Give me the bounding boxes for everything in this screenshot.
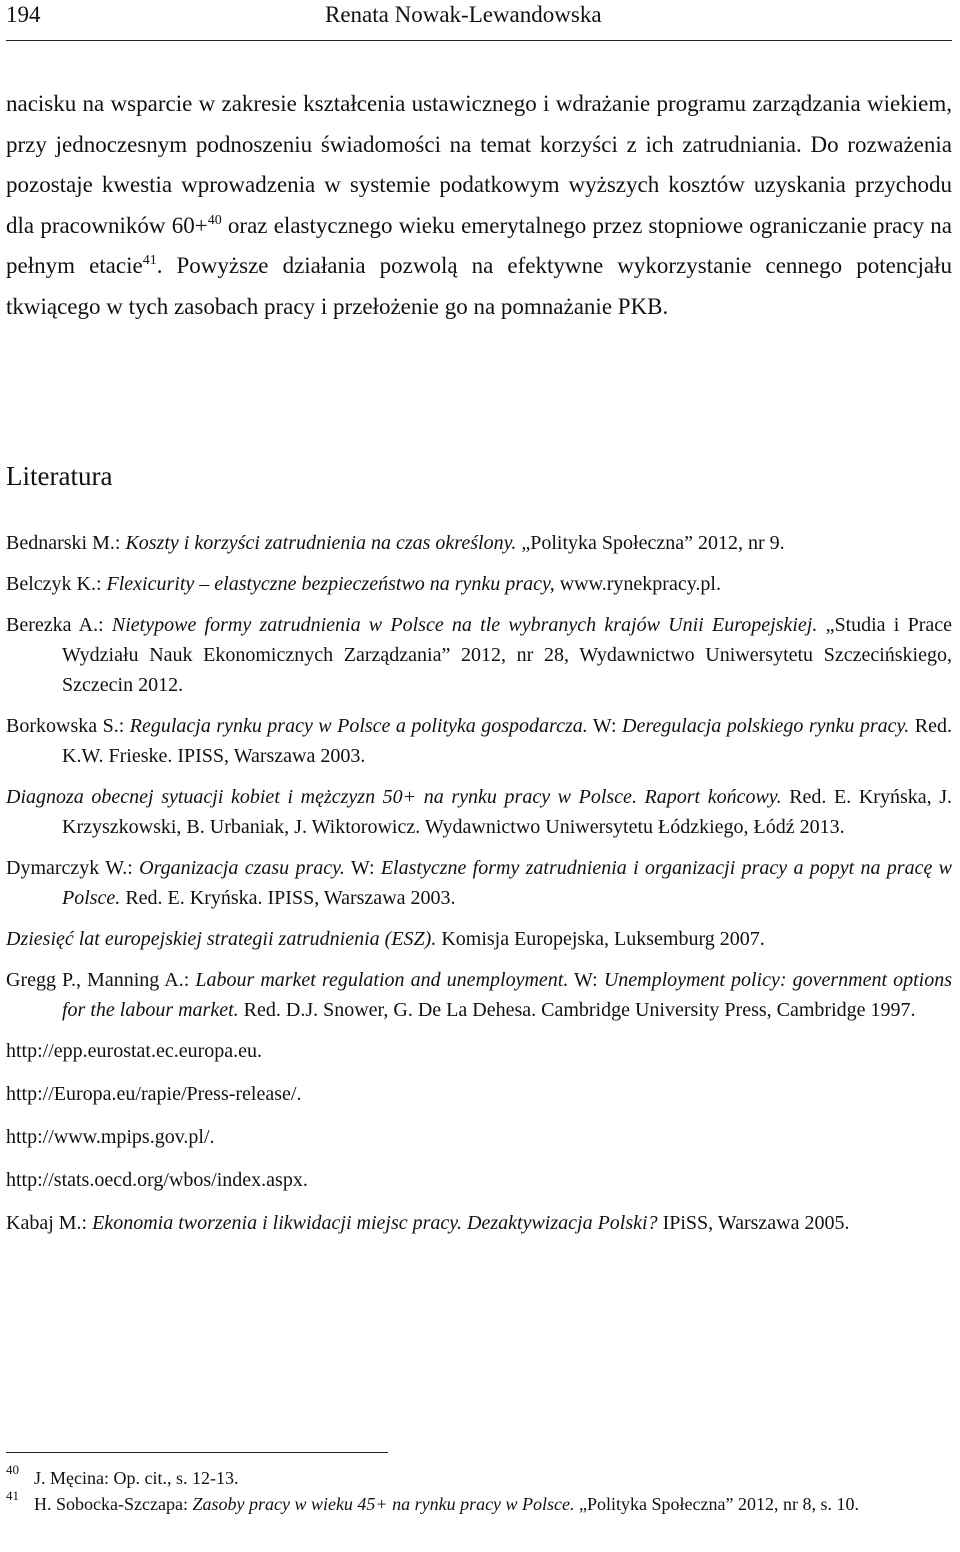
bib-author: Borkowska S.:	[6, 715, 130, 737]
bib-title: Diagnoza obecnej sytuacji kobiet i mężczyzn 50+ na rynku pracy w Polsce. Raport końcowy.	[6, 786, 782, 808]
bibliography-entry	[6, 711, 952, 771]
bib-title: Koszty i korzyści zatrudnienia na czas określony.	[125, 532, 517, 554]
bib-source: Komisja Europejska, Luksemburg 2007.	[436, 928, 765, 950]
footnote-mark: 41	[6, 1488, 19, 1503]
bib-publisher: Red. D.J. Snower, G. De La Dehesa. Cambridge University Press, Cambridge 1997.	[238, 999, 916, 1021]
bib-author: Gregg P., Manning A.:	[6, 969, 196, 991]
bibliography-entry	[6, 528, 952, 558]
bib-title: Dziesięć lat europejskiej strategii zatrudnienia (ESZ).	[6, 928, 437, 950]
bib-source: „Studia i Prace Wydziału Nauk Ekonomicznych Zarządzania” 2012, nr 28, Wydawnictwo Uniwersytetu Szczecińskiego, Szczecin 2012.	[62, 614, 953, 696]
footnote-41	[6, 1488, 952, 1517]
bib-author: Belczyk K.:	[6, 573, 107, 595]
footnote-separator	[6, 1452, 388, 1453]
bib-title: Nietypowe formy zatrudnienia w Polsce na tle wybranych krajów Unii Europejskiej.	[111, 614, 818, 636]
bibliography-url[interactable]: http://stats.oecd.org/wbos/index.aspx.	[6, 1169, 308, 1191]
footnote-ref-41[interactable]: 41	[142, 253, 157, 269]
body-text-part: nacisku na wsparcie w zakresie kształcenia ustawicznego i wdrażanie programu zarządzania wiekiem, przy jednoczesnym podnoszeniu świadomości na temat korzyści z ich zatrudniania. Do rozważenia pozostaje kwestia wprowadzenia w systemie podatkowym wyższych kosztów uzyskania przychodu dla pracowników 60+	[6, 91, 952, 238]
section-heading-literatura: Literatura	[6, 461, 113, 491]
bibliography-entry	[6, 853, 952, 913]
bibliography-entry	[6, 610, 952, 700]
bib-source: W:	[568, 969, 604, 991]
bib-title: Flexicurity – elastyczne bezpieczeństwo na rynku pracy,	[106, 573, 555, 595]
footnotes	[6, 1462, 952, 1517]
bib-book-title: Deregulacja polskiego rynku pracy.	[622, 715, 910, 737]
bib-book-title: Unemployment policy: government options for the labour market.	[62, 969, 952, 1021]
running-head-author: Renata Nowak-Lewandowska	[325, 2, 602, 27]
page-number: 194	[6, 2, 41, 27]
running-header	[6, 0, 952, 41]
footnote-source: „Polityka Społeczna” 2012, nr 8, s. 10.	[574, 1494, 859, 1514]
body-paragraph	[6, 84, 952, 328]
bib-author: Kabaj M.:	[6, 1212, 93, 1234]
bib-title: Regulacja rynku pracy w Polsce a polityka gospodarcza.	[129, 715, 588, 737]
bibliography-entry	[6, 965, 952, 1025]
bib-publisher: Red. E. Kryńska. IPISS, Warszawa 2003.	[120, 887, 456, 909]
bibliography-entry	[6, 569, 952, 599]
bibliography-url[interactable]: http://Europa.eu/rapie/Press-release/.	[6, 1083, 302, 1105]
bib-source: Red. E. Kryńska, J. Krzyszkowski, B. Urbaniak, J. Wiktorowicz. Wydawnictwo Uniwersytetu Łódzkiego, Łódź 2013.	[62, 786, 953, 838]
bib-author: Dymarczyk W.:	[6, 857, 140, 879]
bib-title: Labour market regulation and unemployment.	[195, 969, 569, 991]
bib-source: www.rynekpracy.pl.	[554, 573, 721, 595]
footnote-text: H. Sobocka-Szczapa:	[34, 1494, 193, 1514]
body-text-part: oraz elastycznego wieku emerytalnego przez stopniowe ograniczanie pracy na pełnym etacie	[6, 212, 952, 279]
footnote-title: Zasoby pracy w wieku 45+ na rynku pracy w Polsce.	[192, 1494, 575, 1514]
footnote-ref-40[interactable]: 40	[207, 212, 222, 228]
bib-source: „Polityka Społeczna” 2012, nr 9.	[516, 532, 785, 554]
body-text-part: . Powyższe działania pozwolą na efektywne wykorzystanie cennego potencjału tkwiącego w tych zasobach pracy i przełożenie go na pomnażanie PKB.	[6, 253, 952, 319]
bib-source: W:	[344, 857, 381, 879]
bib-title: Organizacja czasu pracy.	[139, 857, 345, 879]
bib-source: IPiSS, Warszawa 2005.	[657, 1212, 850, 1234]
bib-author: Bednarski M.:	[6, 532, 126, 554]
bibliography-url[interactable]: http://epp.eurostat.ec.europa.eu.	[6, 1040, 263, 1062]
bib-book-title: Elastyczne formy zatrudnienia i organizacji pracy a popyt na pracę w Polsce.	[62, 857, 952, 909]
footnote-text: J. Męcina: Op. cit., s. 12-13.	[34, 1468, 239, 1488]
bib-source: W:	[587, 715, 623, 737]
footnote-mark: 40	[6, 1462, 19, 1477]
bib-publisher: Red. K.W. Frieske. IPISS, Warszawa 2003.	[62, 715, 952, 767]
bib-title: Ekonomia tworzenia i likwidacji miejsc pracy. Dezaktywizacja Polski?	[92, 1212, 658, 1234]
bibliography-list	[6, 528, 952, 1249]
bibliography-entry	[6, 782, 952, 842]
bib-author: Berezka A.:	[6, 614, 112, 636]
bibliography-entry	[6, 1208, 952, 1238]
bibliography-entry	[6, 924, 952, 954]
footnote-40	[6, 1462, 952, 1491]
bibliography-url[interactable]: http://www.mpips.gov.pl/.	[6, 1126, 215, 1148]
